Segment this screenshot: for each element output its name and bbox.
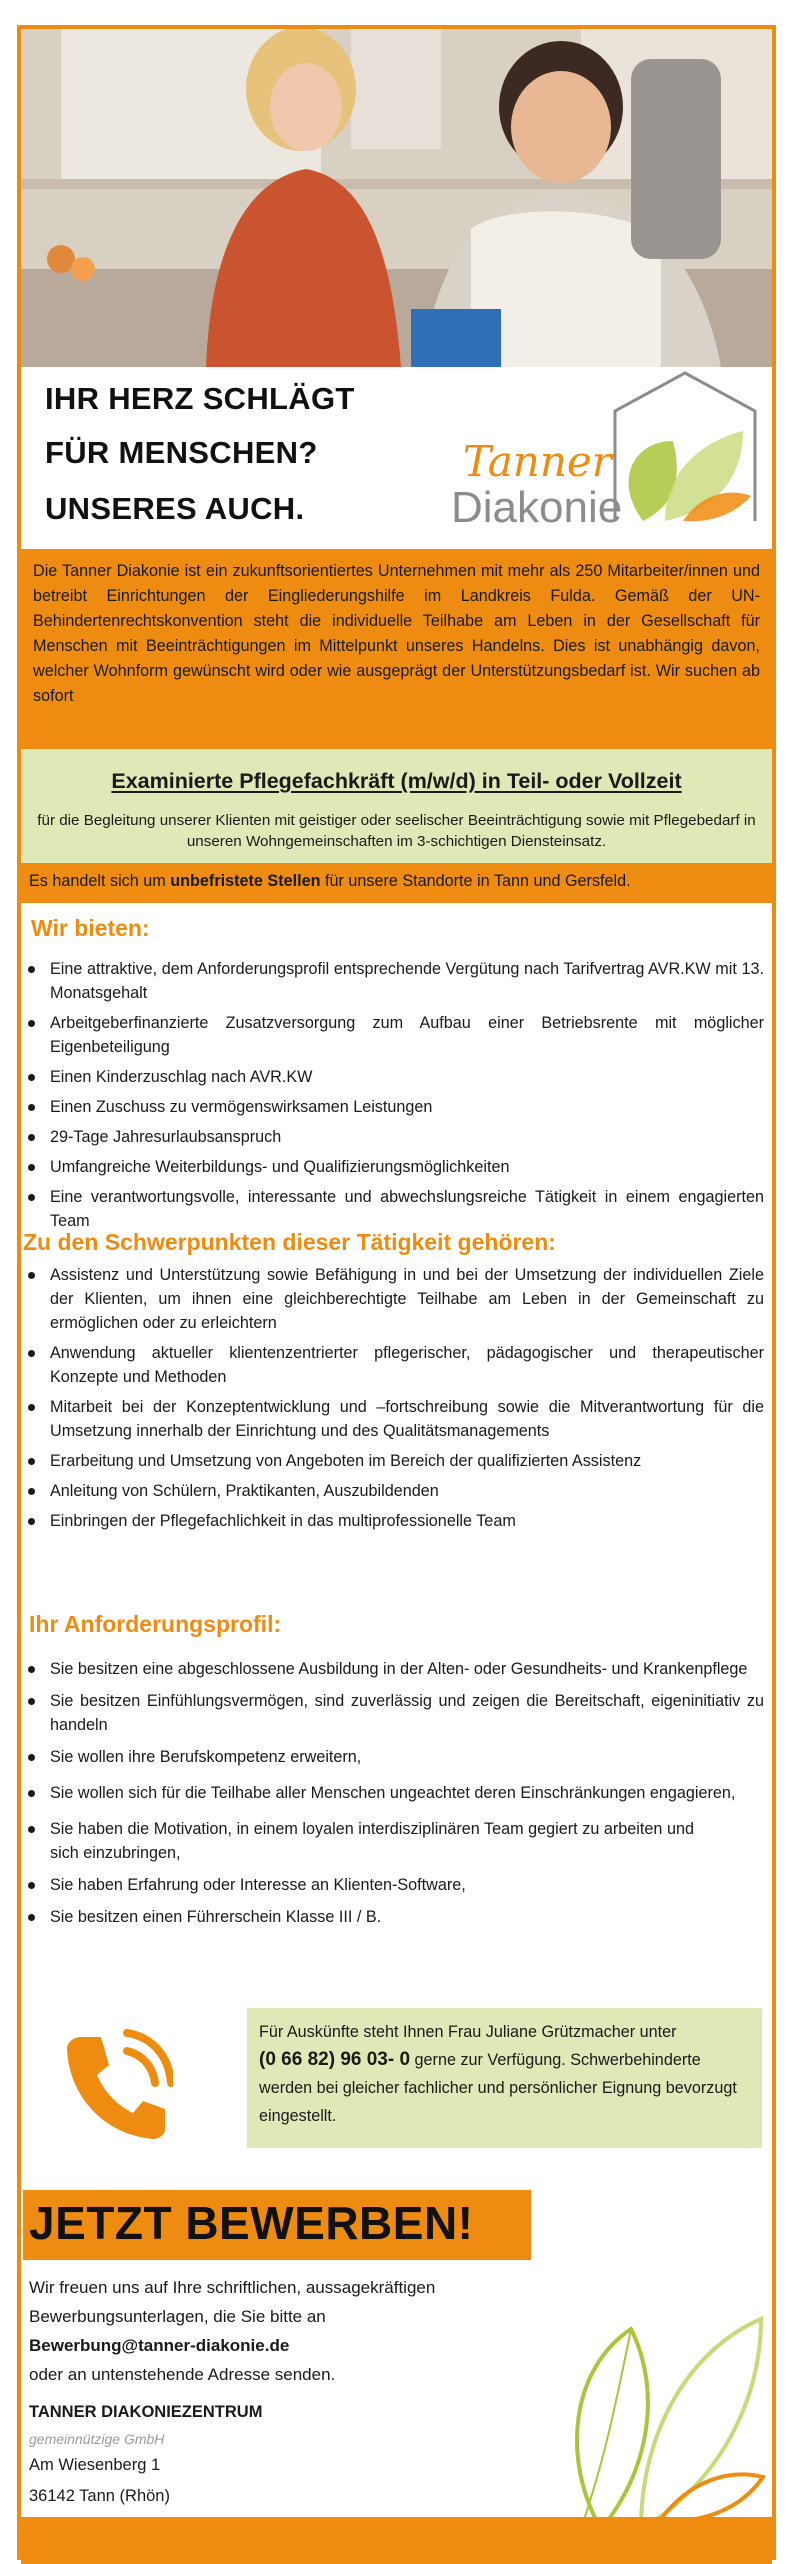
logo-word-diakonie: Diakonie: [451, 483, 623, 532]
header-photo: [21, 29, 772, 367]
list-item: Sie wollen ihre Berufskompetenz erweitern,: [21, 1745, 764, 1769]
job-title: Examinierte Pflegefachkräft (m/w/d) in Teil- oder Vollzeit: [111, 769, 682, 793]
list-item: Anleitung von Schülern, Praktikanten, Auszubildenden: [21, 1479, 764, 1503]
focus-heading: Zu den Schwerpunkten dieser Tätigkeit gehören:: [23, 1229, 556, 1255]
list-item: Eine verantwortungsvolle, interessante und abwechslungsreiche Tätigkeit in einem engagierten Team: [21, 1185, 764, 1233]
job-subtitle: für die Begleitung unserer Klienten mit geistiger oder seelischer Beeinträchtigung sowie mit Pflegebedarf in unseren Wohngemeinschaften im 3-schichtigen Diensteinsatz.: [37, 812, 756, 850]
apply-suffix: oder an untenstehende Adresse senden.: [29, 2365, 336, 2384]
list-item: Assistenz und Unterstützung sowie Befähigung in und bei der Umsetzung der individuellen Ziele der Klienten, um ihnen eine gleichberechtigte Teilhabe am Leben in der Gemeinschaft zu ermöglichen oder zu erleichtern: [21, 1263, 764, 1335]
profile-list: [21, 1657, 764, 1929]
list-item: Anwendung aktueller klientenzentrierter pflegerischer, pädagogischer und therapeutischer Konzepte und Methoden: [21, 1341, 764, 1389]
positions-bold: unbefristete Stellen: [170, 872, 321, 890]
positions-note: [21, 863, 772, 903]
list-item: Einen Zuschuss zu vermögenswirksamen Leistungen: [21, 1095, 764, 1119]
apply-now-banner: JETZT BEWERBEN!: [23, 2190, 531, 2260]
address-street: Am Wiesenberg 1: [29, 2456, 161, 2474]
headline-line-1: IHR HERZ SCHLÄGT: [45, 381, 355, 416]
headline-line-3: UNSERES AUCH.: [45, 491, 305, 526]
list-item: Einen Kinderzuschlag nach AVR.KW: [21, 1065, 764, 1089]
list-item: Erarbeitung und Umsetzung von Angeboten im Bereich der qualifizierten Assistenz: [21, 1449, 764, 1473]
list-item: Einbringen der Pflegefachlichkeit in das multiprofessionelle Team: [21, 1509, 764, 1533]
address-org: TANNER DIAKONIEZENTRUM: [29, 2403, 263, 2421]
intro-text: Die Tanner Diakonie ist ein zukunftsorientiertes Unternehmen mit mehr als 250 Mitarbeiter/innen und betreibt Einrichtungen der Eingliederungshilfe im Landkreis Fulda. Gemäß der UN- Behindertenrechtskonvention steht die individuelle Teilhabe am Leben in der Gesellschaft für Menschen mit Beeinträchtigungen im Mittelpunkt unseres Handelns. Dies ist unabhängig davon, welcher Wohnform gewünscht wird oder wie ausgeprägt der Unterstützungsbedarf ist. Wir suchen ab sofort: [21, 549, 772, 749]
address-block: [29, 2397, 262, 2512]
contact-phone[interactable]: (0 66 82) 96 03- 0: [259, 2049, 411, 2070]
contact-box: [247, 2008, 762, 2148]
list-item: Sie besitzen Einfühlungsvermögen, sind zuverlässig und zeigen die Bereitschaft, eigeninitiativ zu handeln: [21, 1689, 764, 1737]
list-item: Umfangreiche Weiterbildungs- und Qualifizierungsmöglichkeiten: [21, 1155, 764, 1179]
job-title-box: [21, 749, 772, 863]
list-item: Mitarbeit bei der Konzeptentwicklung und –fortschreibung sowie die Mitverantwortung für die Umsetzung innerhalb der Einrichtung und des Qualitätsmanagements: [21, 1395, 764, 1443]
apply-intro: Wir freuen uns auf Ihre schriftlichen, aussagekräftigen Bewerbungsunterlagen, die Sie bitte an: [29, 2278, 436, 2326]
list-item: Sie haben Erfahrung oder Interesse an Klienten-Software,: [21, 1873, 764, 1897]
list-item: Eine attraktive, dem Anforderungsprofil entsprechende Vergütung nach Tarifvertrag AVR.KW mit 13. Monatsgehalt: [21, 957, 764, 1005]
phone-icon: [61, 2029, 173, 2141]
profile-heading: Ihr Anforderungsprofil:: [29, 1611, 282, 1637]
positions-suffix: für unsere Standorte in Tann und Gersfeld.: [320, 872, 631, 890]
offer-list: [21, 957, 764, 1233]
contact-rest: gerne zur Verfügung. Schwerbehinderte werden bei gleicher fachlicher und persönlicher Eignung bevorzugt eingestellt.: [259, 2051, 737, 2125]
list-item: Sie haben die Motivation, in einem loyalen interdisziplinären Team gegiert zu arbeiten und sich einzubringen,: [21, 1817, 764, 1865]
caregiver-photo-illustration: [21, 29, 772, 367]
bottom-band: [21, 2517, 772, 2564]
logo-word-tanner: Tanner: [463, 437, 612, 486]
offer-heading: Wir bieten:: [31, 915, 150, 941]
address-legal: gemeinnützige GmbH: [29, 2431, 165, 2447]
list-item: Sie wollen sich für die Teilhabe aller Menschen ungeachtet deren Einschränkungen engagieren,: [21, 1781, 764, 1805]
apply-email[interactable]: Bewerbung@tanner-diakonie.de: [29, 2336, 290, 2355]
headline-area: [21, 367, 772, 549]
decorative-leaves-icon: [541, 2229, 766, 2539]
list-item: Sie besitzen eine abgeschlossene Ausbildung in der Alten- oder Gesundheits- und Krankenpflege: [21, 1657, 764, 1681]
tanner-diakonie-logo: [433, 371, 763, 547]
headline-line-2: FÜR MENSCHEN?: [45, 435, 318, 470]
list-item: 29-Tage Jahresurlaubsanspruch: [21, 1125, 764, 1149]
apply-text: [29, 2273, 549, 2389]
job-ad-frame: [17, 25, 776, 2560]
list-item: Sie besitzen einen Führerschein Klasse III / B.: [21, 1905, 764, 1929]
list-item: Arbeitgeberfinanzierte Zusatzversorgung zum Aufbau einer Betriebsrente mit möglicher Eigenbeteiligung: [21, 1011, 764, 1059]
focus-list: [21, 1263, 764, 1533]
positions-prefix: Es handelt sich um: [29, 872, 171, 890]
contact-intro: Für Auskünfte steht Ihnen Frau Juliane Grützmacher unter: [259, 2023, 677, 2041]
address-city: 36142 Tann (Rhön): [29, 2487, 170, 2505]
